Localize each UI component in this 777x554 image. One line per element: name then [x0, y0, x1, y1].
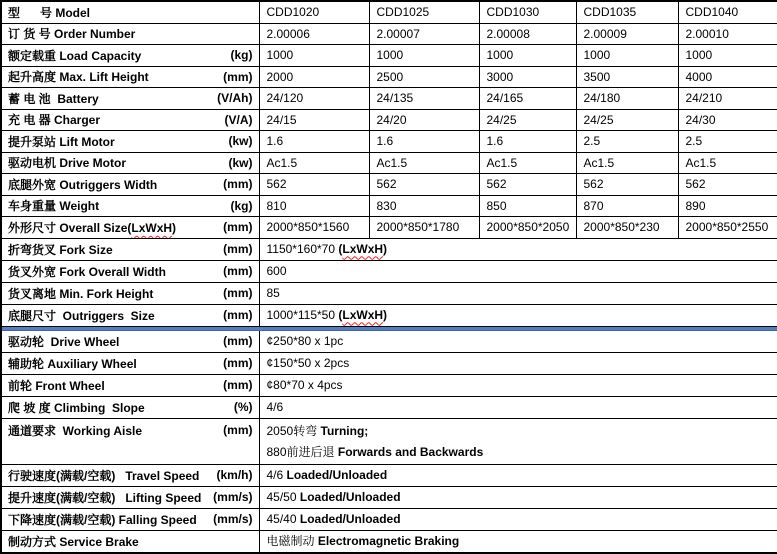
text-segment: ¢250*80 x 1pc [267, 334, 344, 348]
table-row [1, 88, 777, 110]
text-segment: 提升泵站 Lift Motor [8, 135, 115, 149]
table-row [1, 238, 777, 260]
text-segment: 4/6 [267, 468, 287, 482]
row-label [8, 133, 115, 150]
table-row [1, 174, 777, 196]
value-cell: 3500 [576, 66, 678, 88]
row-label [8, 4, 90, 21]
row-unit: (mm) [223, 264, 252, 278]
row-label-cell [1, 195, 259, 217]
value-cell: 24/165 [479, 88, 576, 110]
value-cell: CDD1035 [576, 1, 678, 23]
text-segment: 电磁制动 [267, 534, 318, 548]
text-segment: LxWxH [342, 242, 383, 256]
value-cell: CDD1020 [259, 1, 369, 23]
value-cell: 1.6 [369, 131, 479, 153]
table-row [1, 23, 777, 45]
row-label-cell [1, 330, 259, 352]
value-cell: 1000 [576, 45, 678, 67]
table-row [1, 330, 777, 352]
text-segment: Forwards and Backwards [338, 445, 483, 459]
value-cell: 2.5 [678, 131, 777, 153]
text-segment: 驱动轮 Drive Wheel [8, 335, 119, 349]
text-segment: ) [172, 221, 176, 235]
row-unit: (V/A) [225, 113, 253, 127]
table-row [1, 131, 777, 153]
text-segment: 1000*115*50 [267, 308, 339, 322]
row-label [8, 154, 126, 171]
row-label [8, 285, 153, 302]
row-label-cell [1, 260, 259, 282]
value-cell: 2000*850*230 [576, 217, 678, 239]
row-label [8, 47, 141, 64]
text-segment: 起升高度 Max. Lift Height [8, 70, 149, 84]
value-cell-merged [259, 352, 777, 374]
text-segment: 1150*160*70 [267, 242, 339, 256]
row-label [8, 197, 99, 214]
table-row [1, 418, 777, 464]
spec-table-body [1, 1, 777, 553]
text-segment: 45/40 [267, 512, 300, 526]
text-segment: 货叉外宽 Fork Overall Width [8, 265, 166, 279]
value-cell: CDD1025 [369, 1, 479, 23]
value-cell: 3000 [479, 66, 576, 88]
row-label [8, 176, 157, 193]
table-row [1, 486, 777, 508]
value-line [267, 487, 777, 508]
value-line [267, 305, 777, 326]
text-segment: Loaded/Unloaded [300, 512, 401, 526]
value-cell: 24/135 [369, 88, 479, 110]
row-unit: (mm) [223, 70, 252, 84]
value-line [267, 283, 777, 304]
text-segment: Electromagnetic Braking [318, 534, 459, 548]
row-unit: (kw) [229, 134, 253, 148]
value-cell: 850 [479, 195, 576, 217]
value-cell: 810 [259, 195, 369, 217]
value-cell-merged [259, 464, 777, 486]
text-segment: 充 电 器 Charger [8, 113, 100, 127]
value-cell-merged [259, 396, 777, 418]
value-cell-merged [259, 486, 777, 508]
table-row [1, 66, 777, 88]
table-row [1, 45, 777, 67]
value-cell: 24/25 [576, 109, 678, 131]
row-label [8, 90, 99, 107]
text-segment: 底腿尺寸 Outriggers Size [8, 309, 155, 323]
row-unit: (km/h) [217, 468, 253, 482]
value-cell: 2000*850*1560 [259, 217, 369, 239]
text-segment: 货叉离地 Min. Fork Height [8, 287, 153, 301]
row-label [8, 307, 155, 324]
row-unit: (mm) [223, 378, 252, 392]
value-cell: 2.00008 [479, 23, 576, 45]
value-cell: CDD1030 [479, 1, 576, 23]
value-line [267, 442, 777, 463]
row-label-cell [1, 508, 259, 530]
row-label [8, 533, 139, 550]
value-cell: 2000*850*2550 [678, 217, 777, 239]
row-label [8, 241, 113, 258]
value-cell-merged [259, 238, 777, 260]
text-segment: LxWxH [131, 221, 172, 235]
value-cell: 1000 [479, 45, 576, 67]
text-segment: 行驶速度(满载/空载) Travel Speed [8, 469, 199, 483]
table-row [1, 109, 777, 131]
row-unit: (mm) [223, 308, 252, 322]
value-line [267, 531, 777, 552]
row-label [8, 263, 166, 280]
value-cell-merged [259, 330, 777, 352]
text-segment: LxWxH [342, 308, 383, 322]
text-segment: 额定载重 Load Capacity [8, 49, 141, 63]
value-cell-merged [259, 418, 777, 464]
value-cell: 2.00009 [576, 23, 678, 45]
value-cell: 830 [369, 195, 479, 217]
value-line [267, 421, 777, 442]
value-cell: 24/25 [479, 109, 576, 131]
value-line [267, 465, 777, 486]
row-unit: (mm) [223, 286, 252, 300]
text-segment: 订 货 号 Order Number [8, 27, 135, 41]
row-label-cell [1, 131, 259, 153]
table-row [1, 282, 777, 304]
text-segment: 4/6 [267, 400, 284, 414]
row-unit: (mm/s) [213, 490, 252, 504]
text-segment: ( [338, 308, 342, 322]
value-cell: 24/210 [678, 88, 777, 110]
value-cell: 1000 [259, 45, 369, 67]
row-label-cell [1, 530, 259, 553]
text-segment: ) [383, 308, 387, 322]
value-cell: Ac1.5 [259, 152, 369, 174]
value-cell: 2.00006 [259, 23, 369, 45]
value-cell: 24/120 [259, 88, 369, 110]
text-segment: Loaded/Unloaded [300, 490, 401, 504]
value-line [267, 331, 777, 352]
row-label [8, 511, 197, 528]
row-unit: (mm) [223, 220, 252, 234]
value-cell: Ac1.5 [576, 152, 678, 174]
value-cell-merged [259, 282, 777, 304]
row-label [8, 399, 145, 416]
row-label-cell [1, 282, 259, 304]
row-label [8, 355, 137, 372]
text-segment: 600 [267, 264, 287, 278]
row-label-cell [1, 464, 259, 486]
value-cell: 562 [479, 174, 576, 196]
value-cell: 2.5 [576, 131, 678, 153]
text-segment: 驱动电机 Drive Motor [8, 156, 126, 170]
row-label-cell [1, 374, 259, 396]
value-cell-merged [259, 374, 777, 396]
value-cell-merged [259, 530, 777, 553]
row-label-cell [1, 23, 259, 45]
row-label-cell [1, 1, 259, 23]
row-unit: (kg) [231, 48, 253, 62]
row-label [8, 489, 201, 506]
text-segment: ) [383, 242, 387, 256]
row-unit: (mm) [223, 356, 252, 370]
value-line [267, 397, 777, 418]
table-row [1, 396, 777, 418]
text-segment: 45/50 [267, 490, 300, 504]
value-cell: 2000 [259, 66, 369, 88]
value-line [267, 261, 777, 282]
text-segment: 制动方式 Service Brake [8, 535, 139, 549]
value-cell: 562 [576, 174, 678, 196]
value-cell: 562 [369, 174, 479, 196]
value-cell: 1000 [369, 45, 479, 67]
row-label [8, 467, 199, 484]
value-cell-merged [259, 304, 777, 326]
row-unit: (kg) [231, 199, 253, 213]
value-cell: 2500 [369, 66, 479, 88]
row-label-cell [1, 152, 259, 174]
value-cell: 1000 [678, 45, 777, 67]
value-cell: 24/15 [259, 109, 369, 131]
text-segment: Loaded/Unloaded [287, 468, 388, 482]
text-segment: 880前进后退 [267, 445, 338, 459]
row-label-cell [1, 45, 259, 67]
row-unit: (mm) [223, 334, 252, 348]
value-cell: 4000 [678, 66, 777, 88]
value-cell: 1.6 [479, 131, 576, 153]
text-segment: 85 [267, 286, 280, 300]
text-segment: 通道要求 Working Aisle [8, 424, 142, 438]
text-segment: 下降速度(满载/空载) Falling Speed [8, 513, 197, 527]
text-segment: 前轮 Front Wheel [8, 379, 105, 393]
table-row [1, 217, 777, 239]
row-unit: (mm) [223, 242, 252, 256]
value-cell: Ac1.5 [479, 152, 576, 174]
value-line [267, 353, 777, 374]
text-segment: 型 号 Model [8, 6, 90, 20]
value-cell-merged [259, 260, 777, 282]
row-label-cell [1, 174, 259, 196]
value-cell: CDD1040 [678, 1, 777, 23]
row-label [8, 333, 119, 350]
row-label-cell [1, 352, 259, 374]
row-label-cell [1, 217, 259, 239]
value-line [267, 375, 777, 396]
row-unit: (mm) [223, 177, 252, 191]
text-segment: 辅助轮 Auxiliary Wheel [8, 357, 137, 371]
text-segment: Turning; [321, 424, 369, 438]
value-cell: 24/30 [678, 109, 777, 131]
table-row [1, 352, 777, 374]
row-unit: (mm/s) [213, 512, 252, 526]
text-segment: 蓄 电 池 Battery [8, 92, 99, 106]
table-row [1, 464, 777, 486]
table-row [1, 530, 777, 553]
row-label-cell [1, 238, 259, 260]
value-cell: Ac1.5 [369, 152, 479, 174]
text-segment: 外形尺寸 Overall Size( [8, 221, 131, 235]
value-line [267, 509, 777, 530]
row-unit: (V/Ah) [217, 91, 252, 105]
value-cell: 24/180 [576, 88, 678, 110]
row-label [8, 219, 176, 236]
row-label [8, 25, 135, 42]
row-label-cell [1, 418, 259, 464]
text-segment: ( [338, 242, 342, 256]
text-segment: ¢150*50 x 2pcs [267, 356, 350, 370]
row-label [8, 111, 100, 128]
value-cell: 1.6 [259, 131, 369, 153]
value-cell: 2000*850*1780 [369, 217, 479, 239]
table-row [1, 152, 777, 174]
value-line [267, 239, 777, 260]
row-label [8, 377, 105, 394]
value-cell: 2.00010 [678, 23, 777, 45]
text-segment: 车身重量 Weight [8, 199, 99, 213]
row-label [8, 68, 149, 85]
text-segment: ¢80*70 x 4pcs [267, 378, 343, 392]
table-row [1, 260, 777, 282]
row-label [8, 422, 142, 439]
value-cell: 562 [259, 174, 369, 196]
table-row [1, 1, 777, 23]
text-segment: 折弯货叉 Fork Size [8, 243, 113, 257]
value-cell: 2.00007 [369, 23, 479, 45]
text-segment: 底腿外宽 Outriggers Width [8, 178, 157, 192]
row-unit: (kw) [229, 156, 253, 170]
text-segment: 爬 坡 度 Climbing Slope [8, 401, 145, 415]
value-cell: 562 [678, 174, 777, 196]
text-segment: 2050转弯 [267, 424, 321, 438]
value-cell: 2000*850*2050 [479, 217, 576, 239]
row-label-cell [1, 66, 259, 88]
table-row [1, 374, 777, 396]
value-cell: 870 [576, 195, 678, 217]
row-label-cell [1, 109, 259, 131]
value-cell: 24/20 [369, 109, 479, 131]
row-label-cell [1, 304, 259, 326]
value-cell: 890 [678, 195, 777, 217]
row-label-cell [1, 88, 259, 110]
table-row [1, 304, 777, 326]
row-unit: (mm) [223, 423, 252, 437]
row-unit: (%) [234, 400, 253, 414]
row-label-cell [1, 396, 259, 418]
value-cell-merged [259, 508, 777, 530]
row-label-cell [1, 486, 259, 508]
table-row [1, 508, 777, 530]
table-row [1, 195, 777, 217]
value-cell: Ac1.5 [678, 152, 777, 174]
text-segment: 提升速度(满载/空载) Lifting Speed [8, 491, 201, 505]
